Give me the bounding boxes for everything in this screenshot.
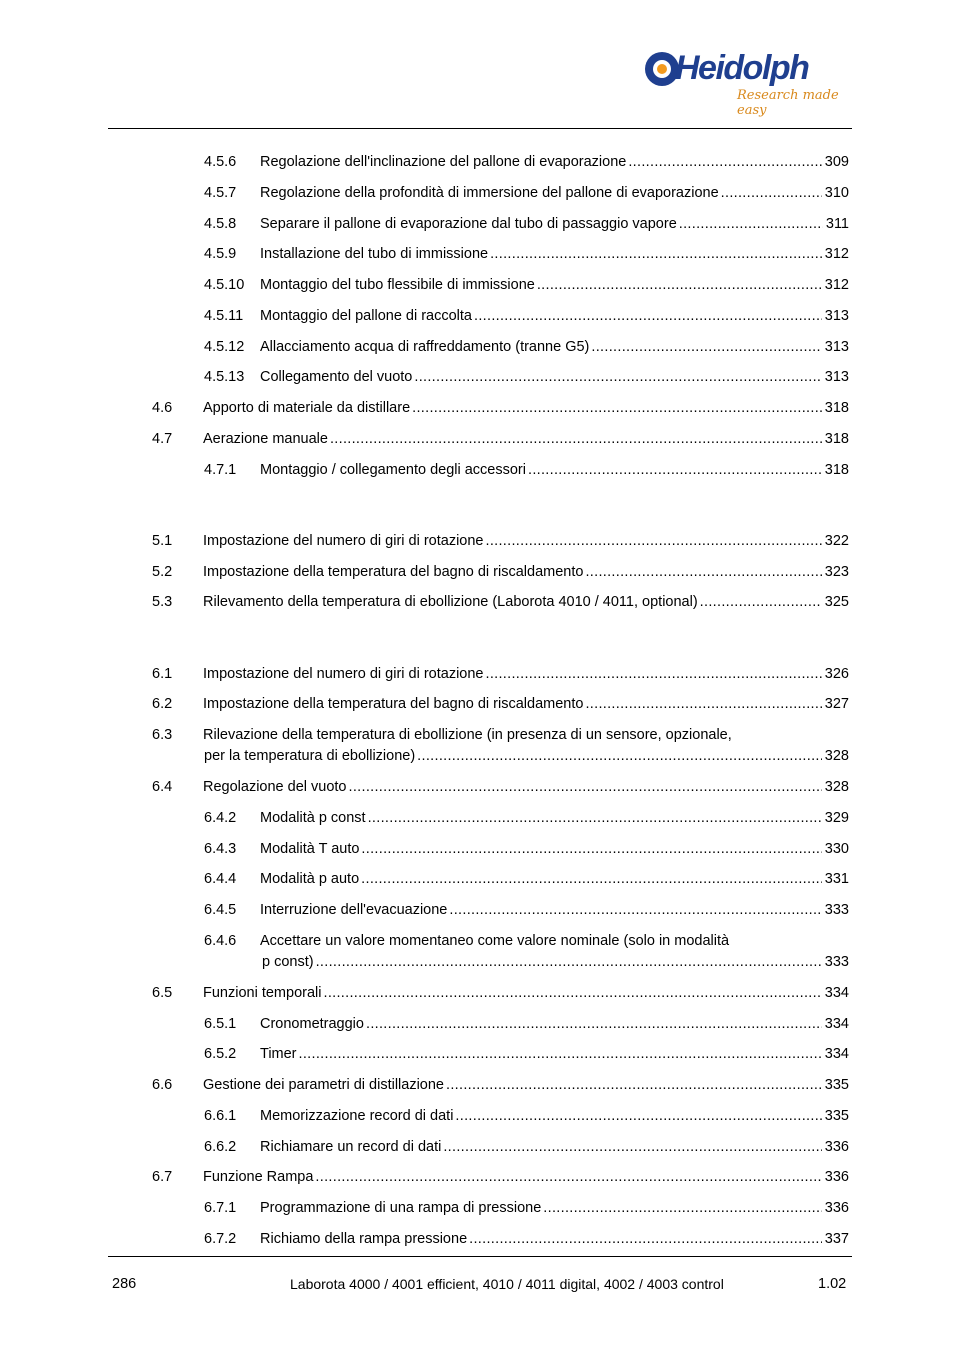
toc-entry-title: Regolazione del vuoto bbox=[203, 779, 347, 795]
toc-entry[interactable] bbox=[0, 933, 954, 973]
toc-entry-page: 326 bbox=[824, 666, 849, 682]
toc-leader-dots bbox=[485, 533, 821, 550]
toc-entry-page: 318 bbox=[824, 462, 849, 478]
toc-entry[interactable] bbox=[0, 779, 954, 799]
toc-entry-title: Montaggio del tubo flessibile di immissione bbox=[260, 277, 535, 293]
toc-leader-dots bbox=[349, 779, 822, 796]
toc-entry-page: 336 bbox=[824, 1169, 849, 1185]
toc-entry-title: Regolazione della profondità di immersione del pallone di evaporazione bbox=[260, 185, 719, 201]
toc-entry-number: 4.6 bbox=[152, 400, 173, 416]
toc-leader-dots bbox=[455, 1108, 821, 1125]
toc-entry-page: 334 bbox=[824, 1016, 849, 1032]
toc-entry-number: 4.5.13 bbox=[204, 369, 245, 385]
toc-leader-dots bbox=[679, 216, 823, 233]
toc-entry-number: 6.4.4 bbox=[204, 871, 237, 887]
toc-leader-dots bbox=[528, 462, 822, 479]
toc-entry-number: 6.5.2 bbox=[204, 1046, 237, 1062]
toc-leader-dots bbox=[368, 810, 822, 827]
toc-entry-page: 311 bbox=[825, 216, 849, 232]
toc-entry[interactable] bbox=[0, 246, 954, 266]
toc-entry-page: 333 bbox=[824, 902, 849, 918]
toc-leader-dots bbox=[474, 308, 822, 325]
toc-entry-page: 328 bbox=[824, 748, 849, 764]
toc-entry-page: 325 bbox=[824, 594, 849, 610]
toc-entry-number: 4.5.6 bbox=[204, 154, 237, 170]
toc-leader-dots bbox=[490, 246, 822, 263]
toc-entry-number: 5.1 bbox=[152, 533, 173, 549]
toc-entry[interactable] bbox=[0, 216, 954, 236]
toc-leader-dots bbox=[449, 902, 821, 919]
toc-leader-dots bbox=[361, 841, 821, 858]
toc-entry-page: 331 bbox=[824, 871, 849, 887]
toc-entry-number: 4.5.12 bbox=[204, 339, 245, 355]
toc-entry-page: 323 bbox=[824, 564, 849, 580]
toc-leader-dots bbox=[700, 594, 822, 611]
header-rule bbox=[108, 128, 852, 129]
toc-entry-number: 6.4 bbox=[152, 779, 173, 795]
toc-entry-title: Memorizzazione record di dati bbox=[260, 1108, 454, 1124]
toc-entry-number: 5.3 bbox=[152, 594, 173, 610]
toc-leader-dots bbox=[417, 748, 822, 765]
toc-entry-title: Apporto di materiale da distillare bbox=[203, 400, 411, 416]
toc-leader-dots bbox=[323, 985, 821, 1002]
toc-entry-title: Timer bbox=[260, 1046, 297, 1062]
toc-entry-title: Impostazione del numero di giri di rotazione bbox=[203, 666, 484, 682]
toc-entry[interactable] bbox=[0, 400, 954, 420]
toc-entry-page: 329 bbox=[824, 810, 849, 826]
toc-entry-title: Programmazione di una rampa di pressione bbox=[260, 1200, 542, 1216]
toc-entry-title: Impostazione della temperatura del bagno di riscaldamento bbox=[203, 696, 584, 712]
toc-entry-number: 4.5.7 bbox=[204, 185, 237, 201]
toc-entry-title: Rilevamento della temperatura di ebollizione (Laborota 4010 / 4011, optional) bbox=[203, 594, 698, 610]
toc-leader-dots bbox=[414, 369, 821, 386]
toc-entry-title: Funzioni temporali bbox=[203, 985, 322, 1001]
toc-entry[interactable] bbox=[0, 339, 954, 359]
toc-entry[interactable] bbox=[0, 1016, 954, 1036]
toc-entry-title: Impostazione del numero di giri di rotazione bbox=[203, 533, 484, 549]
toc-entry[interactable] bbox=[0, 1200, 954, 1220]
toc-entry-number: 6.5 bbox=[152, 985, 173, 1001]
toc-leader-dots bbox=[330, 431, 822, 448]
toc-entry-number: 6.2 bbox=[152, 696, 173, 712]
toc-entry-title: Modalità p auto bbox=[260, 871, 360, 887]
toc-entry-title: Accettare un valore momentaneo come valore nominale (solo in modalità bbox=[260, 933, 730, 949]
brand-tagline: Research made easy bbox=[737, 88, 839, 118]
toc-entry[interactable] bbox=[0, 277, 954, 297]
toc-entry-title: Montaggio / collegamento degli accessori bbox=[260, 462, 526, 478]
toc-entry-title: Aerazione manuale bbox=[203, 431, 328, 447]
toc-entry-page: 312 bbox=[824, 277, 849, 293]
footer-rule bbox=[108, 1256, 852, 1257]
toc-entry-number: 6.4.6 bbox=[204, 933, 237, 949]
toc-entry-title: Interruzione dell'evacuazione bbox=[260, 902, 448, 918]
toc-entry-number: 6.1 bbox=[152, 666, 173, 682]
toc-leader-dots bbox=[721, 185, 822, 202]
toc-entry-title: Regolazione dell'inclinazione del pallone di evaporazione bbox=[260, 154, 627, 170]
toc-entry-page: 310 bbox=[824, 185, 849, 201]
toc-entry[interactable] bbox=[0, 564, 954, 584]
toc-entry[interactable] bbox=[0, 727, 954, 767]
footer-product: Laborota 4000 / 4001 efficient, 4010 / 4011 digital, 4002 / 4003 control bbox=[290, 1276, 724, 1292]
toc-entry[interactable] bbox=[0, 185, 954, 205]
toc-entry-number: 4.5.8 bbox=[204, 216, 237, 232]
toc-entry-title: Separare il pallone di evaporazione dal tubo di passaggio vapore bbox=[260, 216, 677, 232]
toc-entry-title: Impostazione della temperatura del bagno di riscaldamento bbox=[203, 564, 584, 580]
toc-entry[interactable] bbox=[0, 369, 954, 389]
toc-leader-dots bbox=[628, 154, 821, 171]
toc-entry-number: 6.7.2 bbox=[204, 1231, 237, 1247]
toc-entry-number: 6.5.1 bbox=[204, 1016, 237, 1032]
toc-entry-page: 322 bbox=[824, 533, 849, 549]
toc-entry-title: p const) bbox=[262, 954, 314, 970]
toc-entry[interactable] bbox=[0, 871, 954, 891]
toc-entry-title: Collegamento del vuoto bbox=[260, 369, 413, 385]
toc-entry-page: 318 bbox=[824, 431, 849, 447]
toc-entry-number: 6.3 bbox=[152, 727, 173, 743]
toc-entry-page: 334 bbox=[824, 1046, 849, 1062]
toc-entry-number: 4.7 bbox=[152, 431, 173, 447]
toc-entry-number: 4.5.11 bbox=[204, 308, 244, 324]
toc-leader-dots bbox=[585, 696, 821, 713]
toc-entry-title: Installazione del tubo di immissione bbox=[260, 246, 489, 262]
toc-leader-dots bbox=[315, 1169, 821, 1186]
toc-leader-dots bbox=[443, 1139, 821, 1156]
toc-entry-number: 6.4.3 bbox=[204, 841, 237, 857]
toc-leader-dots bbox=[585, 564, 821, 581]
toc-entry-page: 313 bbox=[824, 369, 849, 385]
toc-entry[interactable] bbox=[0, 1077, 954, 1097]
toc-entry-number: 6.6 bbox=[152, 1077, 173, 1093]
toc-entry-page: 337 bbox=[824, 1231, 849, 1247]
toc-entry-page: 334 bbox=[824, 985, 849, 1001]
toc-entry-page: 313 bbox=[824, 339, 849, 355]
toc-entry[interactable] bbox=[0, 985, 954, 1005]
toc-entry-title: Allacciamento acqua di raffreddamento (tranne G5) bbox=[260, 339, 590, 355]
toc-entry-number: 4.5.10 bbox=[204, 277, 245, 293]
toc-entry-number: 6.7 bbox=[152, 1169, 173, 1185]
toc-entry[interactable] bbox=[0, 431, 954, 451]
footer-version: 1.02 bbox=[818, 1276, 847, 1292]
toc-entry-title: Modalità T auto bbox=[260, 841, 360, 857]
toc-entry-page: 335 bbox=[824, 1077, 849, 1093]
toc-entry-title: Cronometraggio bbox=[260, 1016, 364, 1032]
toc-leader-dots bbox=[485, 666, 821, 683]
toc-entry[interactable] bbox=[0, 696, 954, 716]
toc-leader-dots bbox=[299, 1046, 822, 1063]
toc-entry[interactable] bbox=[0, 1139, 954, 1159]
toc-entry[interactable] bbox=[0, 1108, 954, 1128]
toc-leader-dots bbox=[316, 954, 822, 971]
toc-entry-title: Richiamo della rampa pressione bbox=[260, 1231, 468, 1247]
toc-entry-page: 335 bbox=[824, 1108, 849, 1124]
toc-leader-dots bbox=[469, 1231, 822, 1248]
toc-entry-page: 333 bbox=[824, 954, 849, 970]
toc-entry-number: 6.4.5 bbox=[204, 902, 237, 918]
toc-entry[interactable] bbox=[0, 1231, 954, 1251]
toc-entry[interactable] bbox=[0, 594, 954, 614]
toc-entry[interactable] bbox=[0, 154, 954, 174]
footer-page-number: 286 bbox=[112, 1276, 137, 1292]
toc-entry-title: Montaggio del pallone di raccolta bbox=[260, 308, 472, 324]
toc-leader-dots bbox=[543, 1200, 822, 1217]
toc-entry-page: 327 bbox=[824, 696, 849, 712]
toc-entry-number: 6.4.2 bbox=[204, 810, 237, 826]
toc-leader-dots bbox=[412, 400, 822, 417]
toc-entry-number: 6.6.1 bbox=[204, 1108, 237, 1124]
logo-dot-icon bbox=[657, 64, 667, 74]
toc-leader-dots bbox=[446, 1077, 822, 1094]
toc-entry-number: 4.7.1 bbox=[204, 462, 237, 478]
toc-leader-dots bbox=[361, 871, 822, 888]
toc-entry[interactable] bbox=[0, 462, 954, 482]
toc-entry-page: 336 bbox=[824, 1139, 849, 1155]
toc-leader-dots bbox=[537, 277, 822, 294]
toc-entry[interactable] bbox=[0, 810, 954, 830]
toc-leader-dots bbox=[366, 1016, 822, 1033]
toc-entry-title: Richiamare un record di dati bbox=[260, 1139, 442, 1155]
brand-name: Heidolph bbox=[675, 49, 809, 87]
toc-entry-number: 4.5.9 bbox=[204, 246, 237, 262]
toc-entry[interactable] bbox=[0, 1169, 954, 1189]
toc-entry-title: per la temperatura di ebollizione) bbox=[204, 748, 416, 764]
toc-entry[interactable] bbox=[0, 308, 954, 328]
toc-entry-number: 5.2 bbox=[152, 564, 173, 580]
toc-entry-title: Funzione Rampa bbox=[203, 1169, 314, 1185]
toc-entry[interactable] bbox=[0, 1046, 954, 1066]
toc-entry-number: 6.7.1 bbox=[204, 1200, 237, 1216]
toc-entry[interactable] bbox=[0, 533, 954, 553]
toc-entry-page: 309 bbox=[824, 154, 849, 170]
toc-entry[interactable] bbox=[0, 841, 954, 861]
toc-entry-page: 318 bbox=[824, 400, 849, 416]
toc-entry-title: Gestione dei parametri di distillazione bbox=[203, 1077, 444, 1093]
heidolph-logo bbox=[645, 49, 860, 118]
toc-entry-page: 336 bbox=[824, 1200, 849, 1216]
toc-entry-page: 312 bbox=[824, 246, 849, 262]
toc-entry-page: 328 bbox=[824, 779, 849, 795]
toc-entry-page: 313 bbox=[824, 308, 849, 324]
toc-entry[interactable] bbox=[0, 902, 954, 922]
toc-leader-dots bbox=[591, 339, 821, 356]
toc-entry-number: 6.6.2 bbox=[204, 1139, 237, 1155]
toc-entry-page: 330 bbox=[824, 841, 849, 857]
toc-entry-title: Modalità p const bbox=[260, 810, 366, 826]
toc-entry[interactable] bbox=[0, 666, 954, 686]
toc-entry-title: Rilevazione della temperatura di ebollizione (in presenza di un sensore, opzionale, bbox=[203, 727, 732, 743]
